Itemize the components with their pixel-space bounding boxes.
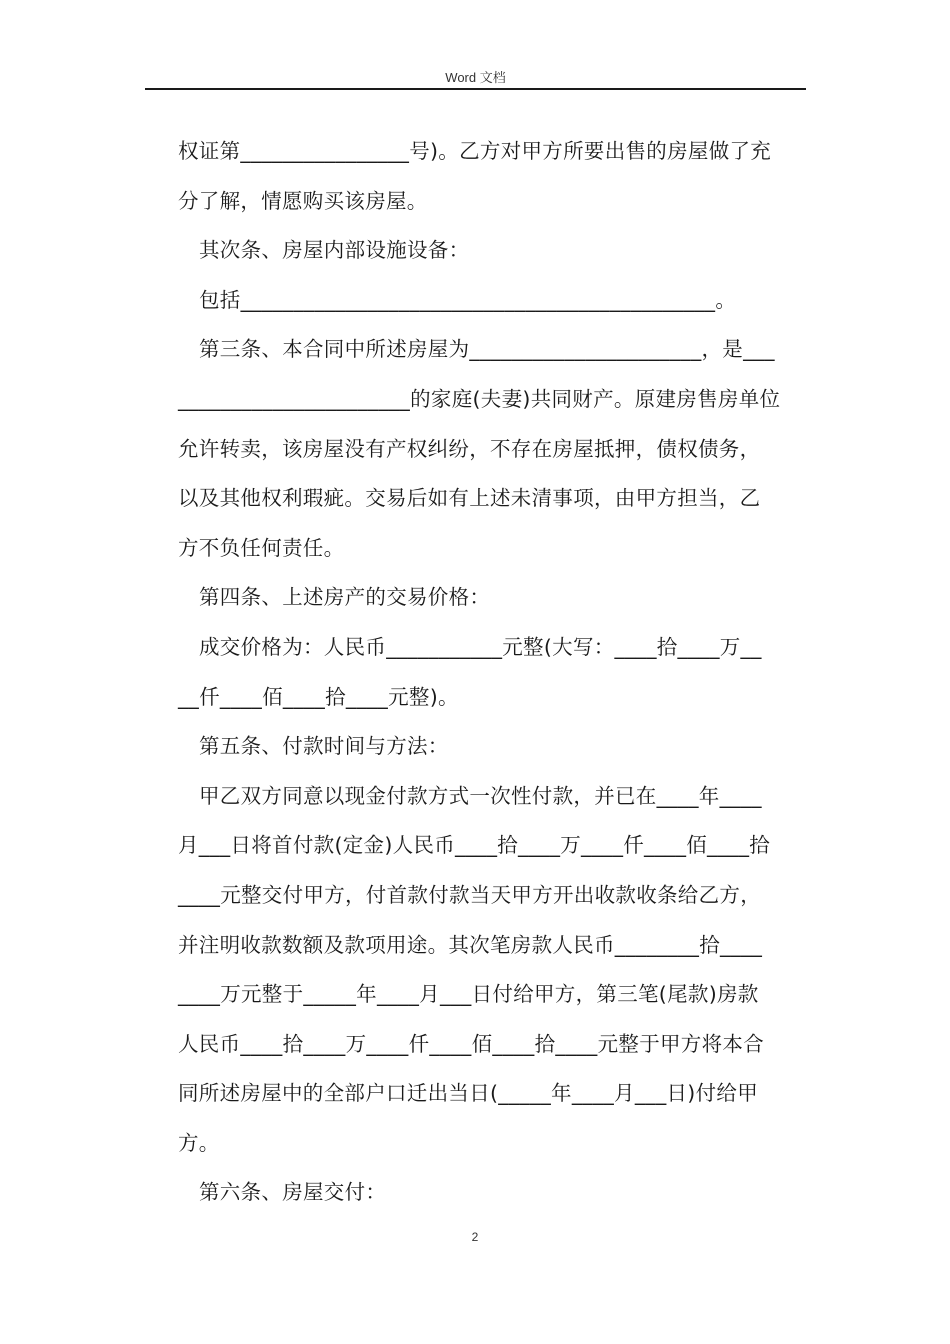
article-heading: 其次条、房屋内部设施设备：: [199, 238, 470, 263]
text-line: 甲乙双方同意以现金付款方式一次性付款，并已在____年____: [199, 783, 762, 808]
page-header: [145, 64, 806, 90]
text-line: __仟____佰____拾____元整)。: [178, 684, 459, 709]
text-line: 并注明收款数额及款项用途。其次笔房款人民币________拾____: [178, 932, 763, 957]
contract-body: [178, 127, 818, 1218]
text-line: ____元整交付甲方，付首款付款当天甲方开出收款收条给乙方，: [178, 882, 761, 907]
article-heading: 第四条、上述房产的交易价格：: [199, 585, 491, 610]
article-heading: 第六条、房屋交付：: [199, 1180, 387, 1205]
text-line: 包括_____________________________________________。: [199, 287, 737, 312]
header-title: Word 文档: [445, 70, 506, 85]
text-line: 允许转卖，该房屋没有产权纠纷，不存在房屋抵押，债权债务，: [178, 436, 761, 461]
article-heading: 第五条、付款时间与方法：: [199, 734, 449, 759]
article-heading: 第三条、本合同中所述房屋为______________________，是___: [199, 337, 775, 362]
text-line: 方。: [178, 1130, 220, 1155]
text-line: 分了解，情愿购买该房屋。: [178, 188, 428, 213]
text-line: ____万元整于_____年____月___日付给甲方，第三笔(尾款)房款: [178, 982, 759, 1007]
text-line: 人民币____拾____万____仟____佰____拾____元整于甲方将本合: [178, 1031, 764, 1056]
text-line: 成交价格为：人民币___________元整(大写：____拾____万__: [199, 634, 762, 659]
text-line: 同所述房屋中的全部户口迁出当日(_____年____月___日)付给甲: [178, 1081, 758, 1106]
text-line: 月___日将首付款(定金)人民币____拾____万____仟____佰____拾: [178, 833, 771, 858]
page-number: 2: [471, 1230, 479, 1244]
text-line: 权证第________________号)。乙方对甲方所要出售的房屋做了充: [178, 139, 772, 163]
text-line: 方不负任何责任。: [178, 535, 345, 560]
text-line: 以及其他权利瑕疵。交易后如有上述未清事项，由甲方担当，乙: [178, 486, 761, 511]
text-line: ______________________的家庭(夫妻)共同财产。原建房售房单位: [178, 386, 781, 411]
